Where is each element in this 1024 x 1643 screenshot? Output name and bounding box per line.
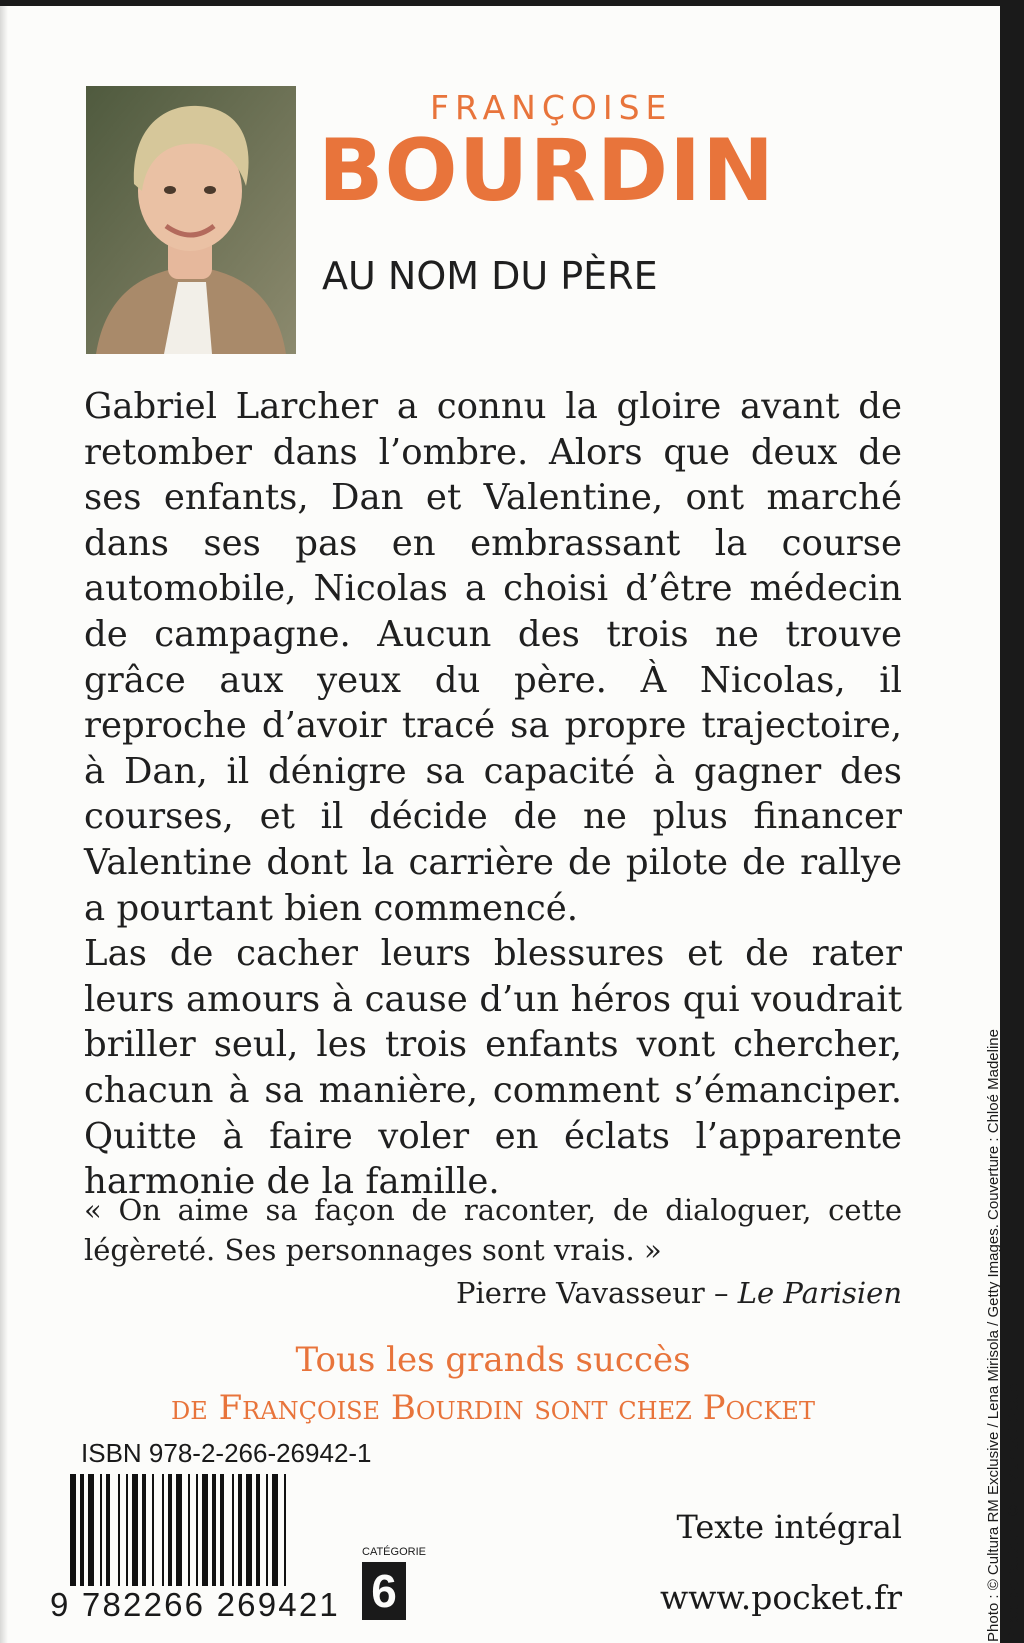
barcode-bar [212,1474,216,1586]
promo-line: Tous les grands succès [295,1340,691,1380]
barcode-digits: 9 782266 269421 [50,1586,340,1623]
isbn: ISBN 978-2-266-26942-1 [81,1438,372,1468]
review-quote: « On aime sa façon de raconter, de dialoguer, cette légèreté. Ses personnages sont vrais. » [84,1193,902,1267]
author-first-name: FRANÇOISE [430,88,673,127]
promo-line: de Françoise Bourdin sont chez Pocket [171,1388,815,1428]
barcode-bar [202,1474,208,1586]
barcode-bar [106,1474,110,1586]
barcode-bar [266,1474,268,1586]
category-label: CATÉGORIE [362,1546,426,1558]
synopsis [84,384,902,1205]
synopsis-paragraph: Las de cacher leurs blessures et de rater leurs amours à cause d’un héros qui voudrait briller seul, les trois enfants vont chercher, chacun à sa manière, comment s’émanciper. Quitte à faire voler en éclats l’apparente harmonie de la famille. [84,933,902,1203]
barcode-bar [118,1474,120,1586]
barcode-bar [168,1474,172,1586]
credit-line: Photo : © Cultura RM Exclusive / Lena Mirisola / Getty Images. Couverture : Chloé Madeline [985,1029,1002,1642]
review-attribution [456,1276,902,1310]
barcode-bar [238,1474,242,1586]
edition-note: Texte intégral [676,1508,902,1546]
review-separator: – [714,1276,729,1310]
photo-credits [984,962,1024,1642]
author-photo [86,86,296,354]
barcode-bar [256,1474,260,1586]
barcode-bar [152,1474,154,1586]
review-critic: Pierre Vavasseur [456,1276,705,1310]
back-cover [0,6,1022,1643]
category-badge: 6 [362,1562,406,1620]
barcode-bar [100,1474,102,1586]
website-link[interactable]: www.pocket.fr [659,1578,902,1617]
barcode-bar [272,1474,278,1586]
barcode-bar [126,1474,128,1586]
barcode-bar [162,1474,164,1586]
barcode-bar [132,1474,138,1586]
promo-text [84,1336,902,1432]
synopsis-paragraph: Gabriel Larcher a connu la gloire avant de retomber dans l’ombre. Alors que deux de ses enfants, Dan et Valentine, ont marché dans ses pas en embrassant la course automobile, Nicolas a choisi d’être médecin de campagne. Aucun des trois ne trouve grâce aux yeux du père. À Nicolas, il reproche d’avoir tracé sa propre trajectoire, à Dan, il dénigre sa capacité à gagner des courses, et il décide de ne plus financer Valentine dont la carrière de pilote de rallye a pourtant bien commencé. [84,386,902,929]
review-publication: Le Parisien [737,1276,902,1310]
barcode-bar [246,1474,252,1586]
author-last-name: BOURDIN [318,121,776,221]
credit-line: Photo de l’auteur : © P. Matsas / Opale [1005,1383,1022,1642]
barcode-bar [88,1474,94,1586]
spine-shadow [0,6,8,1643]
barcode-bar [220,1474,224,1586]
barcode-bar [232,1474,234,1586]
barcode-bar [80,1474,84,1586]
book-title: AU NOM DU PÈRE [322,254,658,298]
barcode-bar [196,1474,198,1586]
barcode-bar [142,1474,146,1586]
